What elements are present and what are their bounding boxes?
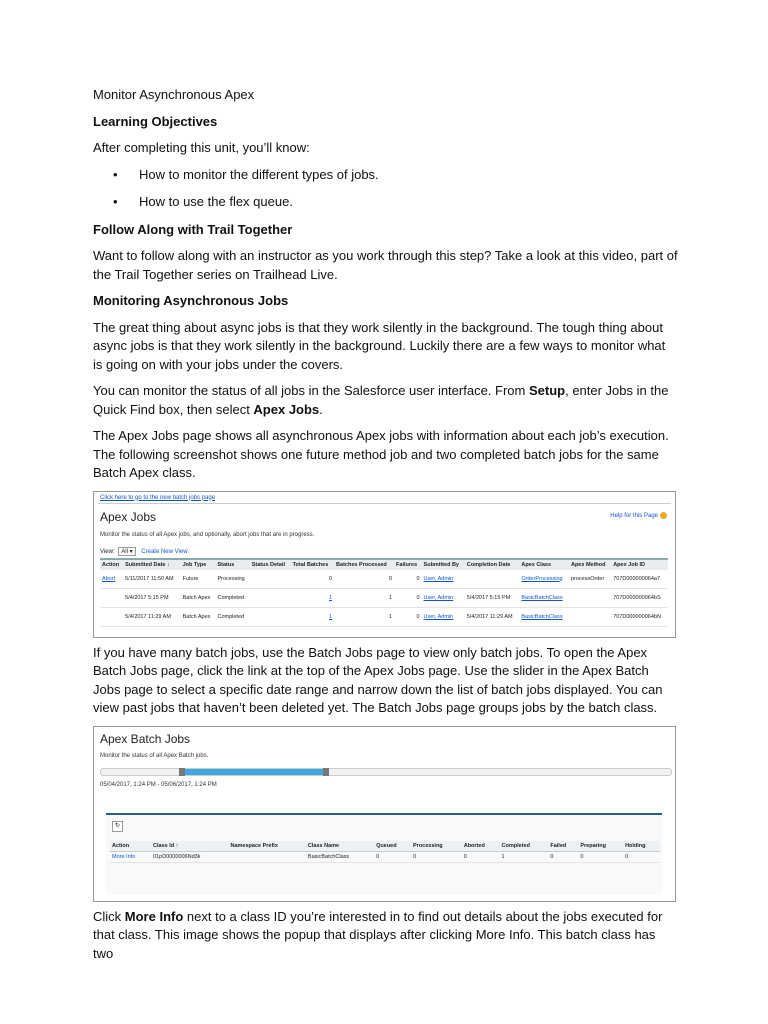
batches-processed: 0 [334,570,394,589]
table-row [110,851,660,862]
monitoring-text: The great thing about async jobs is that they work silently in the background. The tough thing about async jobs is that they work silently in the background. Luckily there are a few ways to monitor what is going on with your jobs under the covers. [93,319,666,372]
col-header: Action [100,559,123,570]
job-type: Future [181,570,216,589]
apex-class-link[interactable]: BasicBatchClass [521,594,563,601]
col-header: Status Detail [250,559,291,570]
table-row [100,607,668,626]
batches-processed: 1 [334,588,394,607]
batch-jobs-desc: Monitor the status of all Apex Batch jobs. [100,752,209,759]
class-id: 01pD0000006Nd3k [151,851,228,862]
setup-bold: Setup [528,383,566,398]
table-row [100,570,668,589]
col-header: Apex Method [569,559,611,570]
intro-text: After completing this unit, you’ll know: [93,140,310,155]
status-pre: You can monitor the status of all jobs in the Salesforce user interface. From [93,383,529,398]
holding-count: 0 [623,851,660,862]
col-header: Status [215,559,249,570]
status-mid: , enter Jobs in the Quick Find box, then select [93,383,669,417]
aborted-count: 0 [462,851,500,862]
col-header: Aborted [462,841,500,852]
apex-method [569,607,611,626]
submitted-date: 5/4/2017 11:29 AM [123,607,180,626]
heading-monitoring: Monitoring Asynchronous Jobs [93,293,289,308]
col-header: Completed [500,841,549,852]
help-label: Help for this Page [610,512,658,519]
list-item: • How to use the flex queue. [93,193,678,212]
view-selector [100,547,188,556]
job-status: Completed [215,607,249,626]
date-range-text: 05/04/2017, 1:24 PM - 05/06/2017, 1:24 PM [100,781,217,788]
apex-method [569,588,611,607]
apex-jobs-desc: Monitor the status of all Apex jobs, and optionally, abort jobs that are in progress. [100,531,315,538]
col-header: Job Type [181,559,216,570]
col-header: Completion Date [465,559,520,570]
click-pre: Click [93,908,125,924]
refresh-icon[interactable]: ↻ [112,821,123,832]
apex-job-id: 707D000000064bS [611,588,668,607]
col-header: Class Name [306,841,374,852]
queued-count: 0 [374,851,411,862]
col-header: Failed [548,841,578,852]
status-detail [250,588,291,607]
completion-date [465,570,520,589]
job-type: Batch Apex [181,607,216,626]
help-link[interactable] [610,512,667,519]
col-header: Total Batches [291,559,334,570]
create-view-link[interactable]: Create New View [141,548,188,555]
abort-link[interactable]: Abort [102,575,116,582]
more-info-bold: More Info [124,908,184,924]
class-name: BasicBatchClass [306,851,374,862]
failed-count: 0 [548,851,578,862]
col-header[interactable]: Submitted Date ↓ [123,559,180,570]
apex-jobs-screenshot [93,491,676,638]
view-select[interactable]: All ▾ [118,547,135,556]
submitted-date: 5/4/2017 5:15 PM [123,588,180,607]
slider-handle-start[interactable] [179,768,185,776]
apex-jobs-text: The Apex Jobs page shows all asynchronous Apex jobs with information about each job’s execution. The following screenshot shows one future method job and two completed batch jobs for the same Batch Apex class. [93,428,669,480]
completion-date: 5/4/2017 11:29 AM [465,607,520,626]
job-status: Completed [215,588,249,607]
more-info-link[interactable]: More Info [112,853,136,860]
submitted-by-link[interactable]: User, Admin [423,594,454,601]
status-detail [250,607,291,626]
apex-batch-jobs-screenshot [93,726,676,902]
date-range-slider[interactable] [100,768,672,776]
col-header: Queued [374,841,411,852]
slider-handle-end[interactable] [323,768,329,776]
more-info-text [93,908,678,964]
batch-jobs-text: If you have many batch jobs, use the Batch Jobs page to view only batch jobs. To open the Apex Batch Jobs page, click the link at the top of the Apex Jobs page. Use the slider in the Apex Batch Jobs page to select a specific date range and narrow down the list of batch jobs displayed. You can view past jobs that haven’t been deleted yet. The Batch Jobs page groups jobs by the batch class. [93,644,663,715]
action-cell [100,607,123,626]
click-rest: next to a class ID you’re interested in to find out details about the jobs executed for that class. This image shows the popup that displays after clicking More Info. This batch class has two [93,908,663,961]
processing-count: 0 [411,851,462,862]
status-text [93,382,678,419]
total-batches-link[interactable]: 1 [328,613,333,620]
apex-class-link[interactable]: OrderProcessing [521,575,563,582]
action-cell [100,588,123,607]
col-header: Holding [623,841,660,852]
objectives-list [93,166,678,212]
col-header: Apex Job ID [611,559,668,570]
total-batches-link[interactable]: 1 [328,594,333,601]
divider [98,503,671,504]
col-header: Batches Processed [334,559,394,570]
apex-class-link[interactable]: BasicBatchClass [521,613,563,620]
slider-range [183,769,327,775]
batch-jobs-page-link[interactable]: Click here to go to the new batch jobs page [100,494,216,501]
apex-jobs-bold: Apex Jobs [253,401,320,417]
completion-date: 5/4/2017 5:15 PM [465,588,520,607]
table-row [100,588,668,607]
namespace-prefix [228,851,305,862]
col-header[interactable]: Class Id ↑ [151,841,228,852]
list-item: • How to monitor the different types of jobs. [93,166,678,185]
col-header: Namespace Prefix [228,841,305,852]
submitted-by-link[interactable]: User, Admin [423,575,454,582]
col-header: Processing [411,841,462,852]
completed-count: 1 [500,851,549,862]
batches-processed: 1 [334,607,394,626]
apex-job-id: 707D000000064a7 [611,570,668,589]
batch-jobs-panel [106,813,662,895]
preparing-count: 0 [578,851,623,862]
failures: 0 [394,588,422,607]
col-header: Submitted By [422,559,465,570]
apex-jobs-table [100,558,668,627]
batch-jobs-table [110,841,660,863]
col-header: Action [110,841,151,852]
total-batches: 0 [291,570,334,589]
failures: 0 [394,607,422,626]
view-label: View: [100,548,115,555]
status-detail [250,570,291,589]
help-icon [660,512,667,519]
document-page [93,86,678,971]
heading-trail-together: Follow Along with Trail Together [93,221,293,237]
failures: 0 [394,570,422,589]
batch-jobs-title: Apex Batch Jobs [100,731,191,746]
job-type: Batch Apex [181,588,216,607]
apex-method: processOrder [569,570,611,589]
apex-jobs-title: Apex Jobs [100,509,157,524]
status-end: . [319,401,323,417]
submitted-by-link[interactable]: User, Admin [423,613,454,620]
job-status: Processing [215,570,249,589]
col-header: Apex Class [519,559,569,570]
col-header: Failures [394,559,422,570]
heading-learning-objectives: Learning Objectives [93,113,218,129]
doc-title: Monitor Asynchronous Apex [93,87,255,102]
trail-text: Want to follow along with an instructor as you work through this step? Take a look at this video, part of the Trail Together series on Trailhead Live. [93,248,678,282]
submitted-date: 5/11/2017 11:50 AM [123,570,180,589]
apex-job-id: 707D000000064bN [611,607,668,626]
col-header: Preparing [578,841,623,852]
